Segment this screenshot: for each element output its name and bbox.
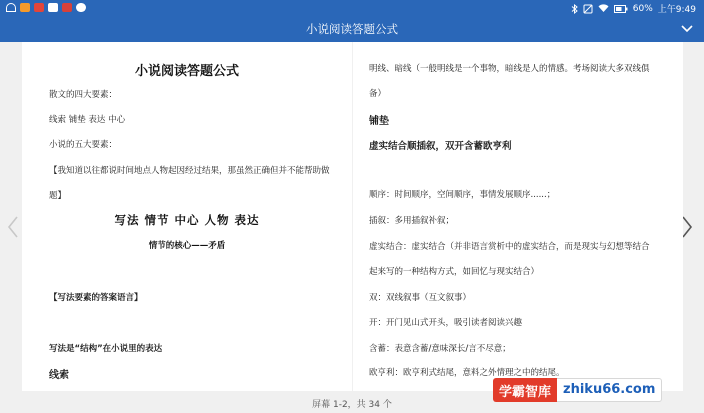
watermark-brand: 学霸智库 [493, 378, 557, 402]
app-icon [34, 3, 44, 12]
wifi-icon [6, 3, 16, 12]
page-indicator: 屏幕 1-2，共 34 个 [312, 400, 392, 410]
prev-page-arrow-icon[interactable] [6, 215, 20, 239]
text-line: 开：开门见山式开头，吸引读者阅读兴趣 [369, 318, 523, 328]
text-line: 明线、暗线（一般明线是一个事物，暗线是人的情感。考场阅读大多双线俱 [369, 64, 650, 74]
section-heading: 虚实结合顺插叙，双开含蓄欧亨利 [369, 141, 512, 152]
system-status [571, 2, 696, 15]
mute-icon [583, 4, 593, 14]
section-heading: 写法是“结构”在小说里的表达 [49, 344, 163, 354]
text-line: 散文的四大要素： [49, 90, 118, 100]
status-bar [0, 0, 704, 16]
page-left [22, 42, 352, 391]
chevron-down-icon[interactable] [680, 21, 694, 35]
text-line: 双：双线叙事（互文叙事） [369, 293, 472, 303]
app-icon [62, 3, 72, 12]
document-title: 小说阅读答题公式 [306, 22, 398, 36]
key-elements-heading: 写法 情节 中心 人物 表达 [114, 213, 260, 227]
app-icon [48, 3, 58, 12]
text-line: 欧亨利：欧亨利式结尾，意料之外情理之中的结尾。 [369, 368, 565, 378]
bluetooth-icon [571, 4, 578, 14]
title-bar [0, 16, 704, 42]
text-line: 题】 [49, 191, 67, 201]
wifi-signal-icon [598, 4, 609, 13]
battery-icon [614, 5, 628, 13]
watermark-url: zhiku66.com [557, 378, 662, 402]
section-heading: 【写法要素的答案语言】 [49, 293, 143, 303]
watermark [493, 378, 694, 402]
clock: 上午9:49 [657, 5, 696, 15]
text-line: 顺序：时间顺序，空间顺序，事情发展顺序......； [369, 190, 556, 200]
page-right [353, 42, 683, 391]
text-line: 【我知道以往都说时间地点人物起因经过结果，那虽然正确但并不能帮助做 [49, 166, 330, 176]
cloud-icon [76, 3, 86, 12]
plot-core-subheading: 情节的核心——矛盾 [148, 241, 226, 251]
app-icon [20, 3, 30, 12]
notification-icons [6, 3, 86, 12]
text-line: 虚实结合：虚实结合（并非语言赏析中的虚实结合，而是现实与幻想等结合 [369, 242, 650, 252]
text-line: 含蓄：表意含蓄/意味深长/言不尽意； [369, 344, 511, 354]
text-line: 小说的五大要素： [49, 140, 118, 150]
text-line: 插叙：多用插叙补叙； [369, 216, 455, 226]
text-line: 起来写的一种结构方式，如回忆与现实结合） [369, 267, 540, 277]
section-heading: 线索 [49, 370, 69, 381]
text-line: 线索 铺垫 表达 中心 [49, 115, 126, 125]
section-heading: 铺垫 [369, 116, 389, 127]
text-line: 备） [369, 89, 387, 99]
page-title: 小说阅读答题公式 [134, 64, 239, 79]
battery-percent: 60% [632, 3, 653, 14]
